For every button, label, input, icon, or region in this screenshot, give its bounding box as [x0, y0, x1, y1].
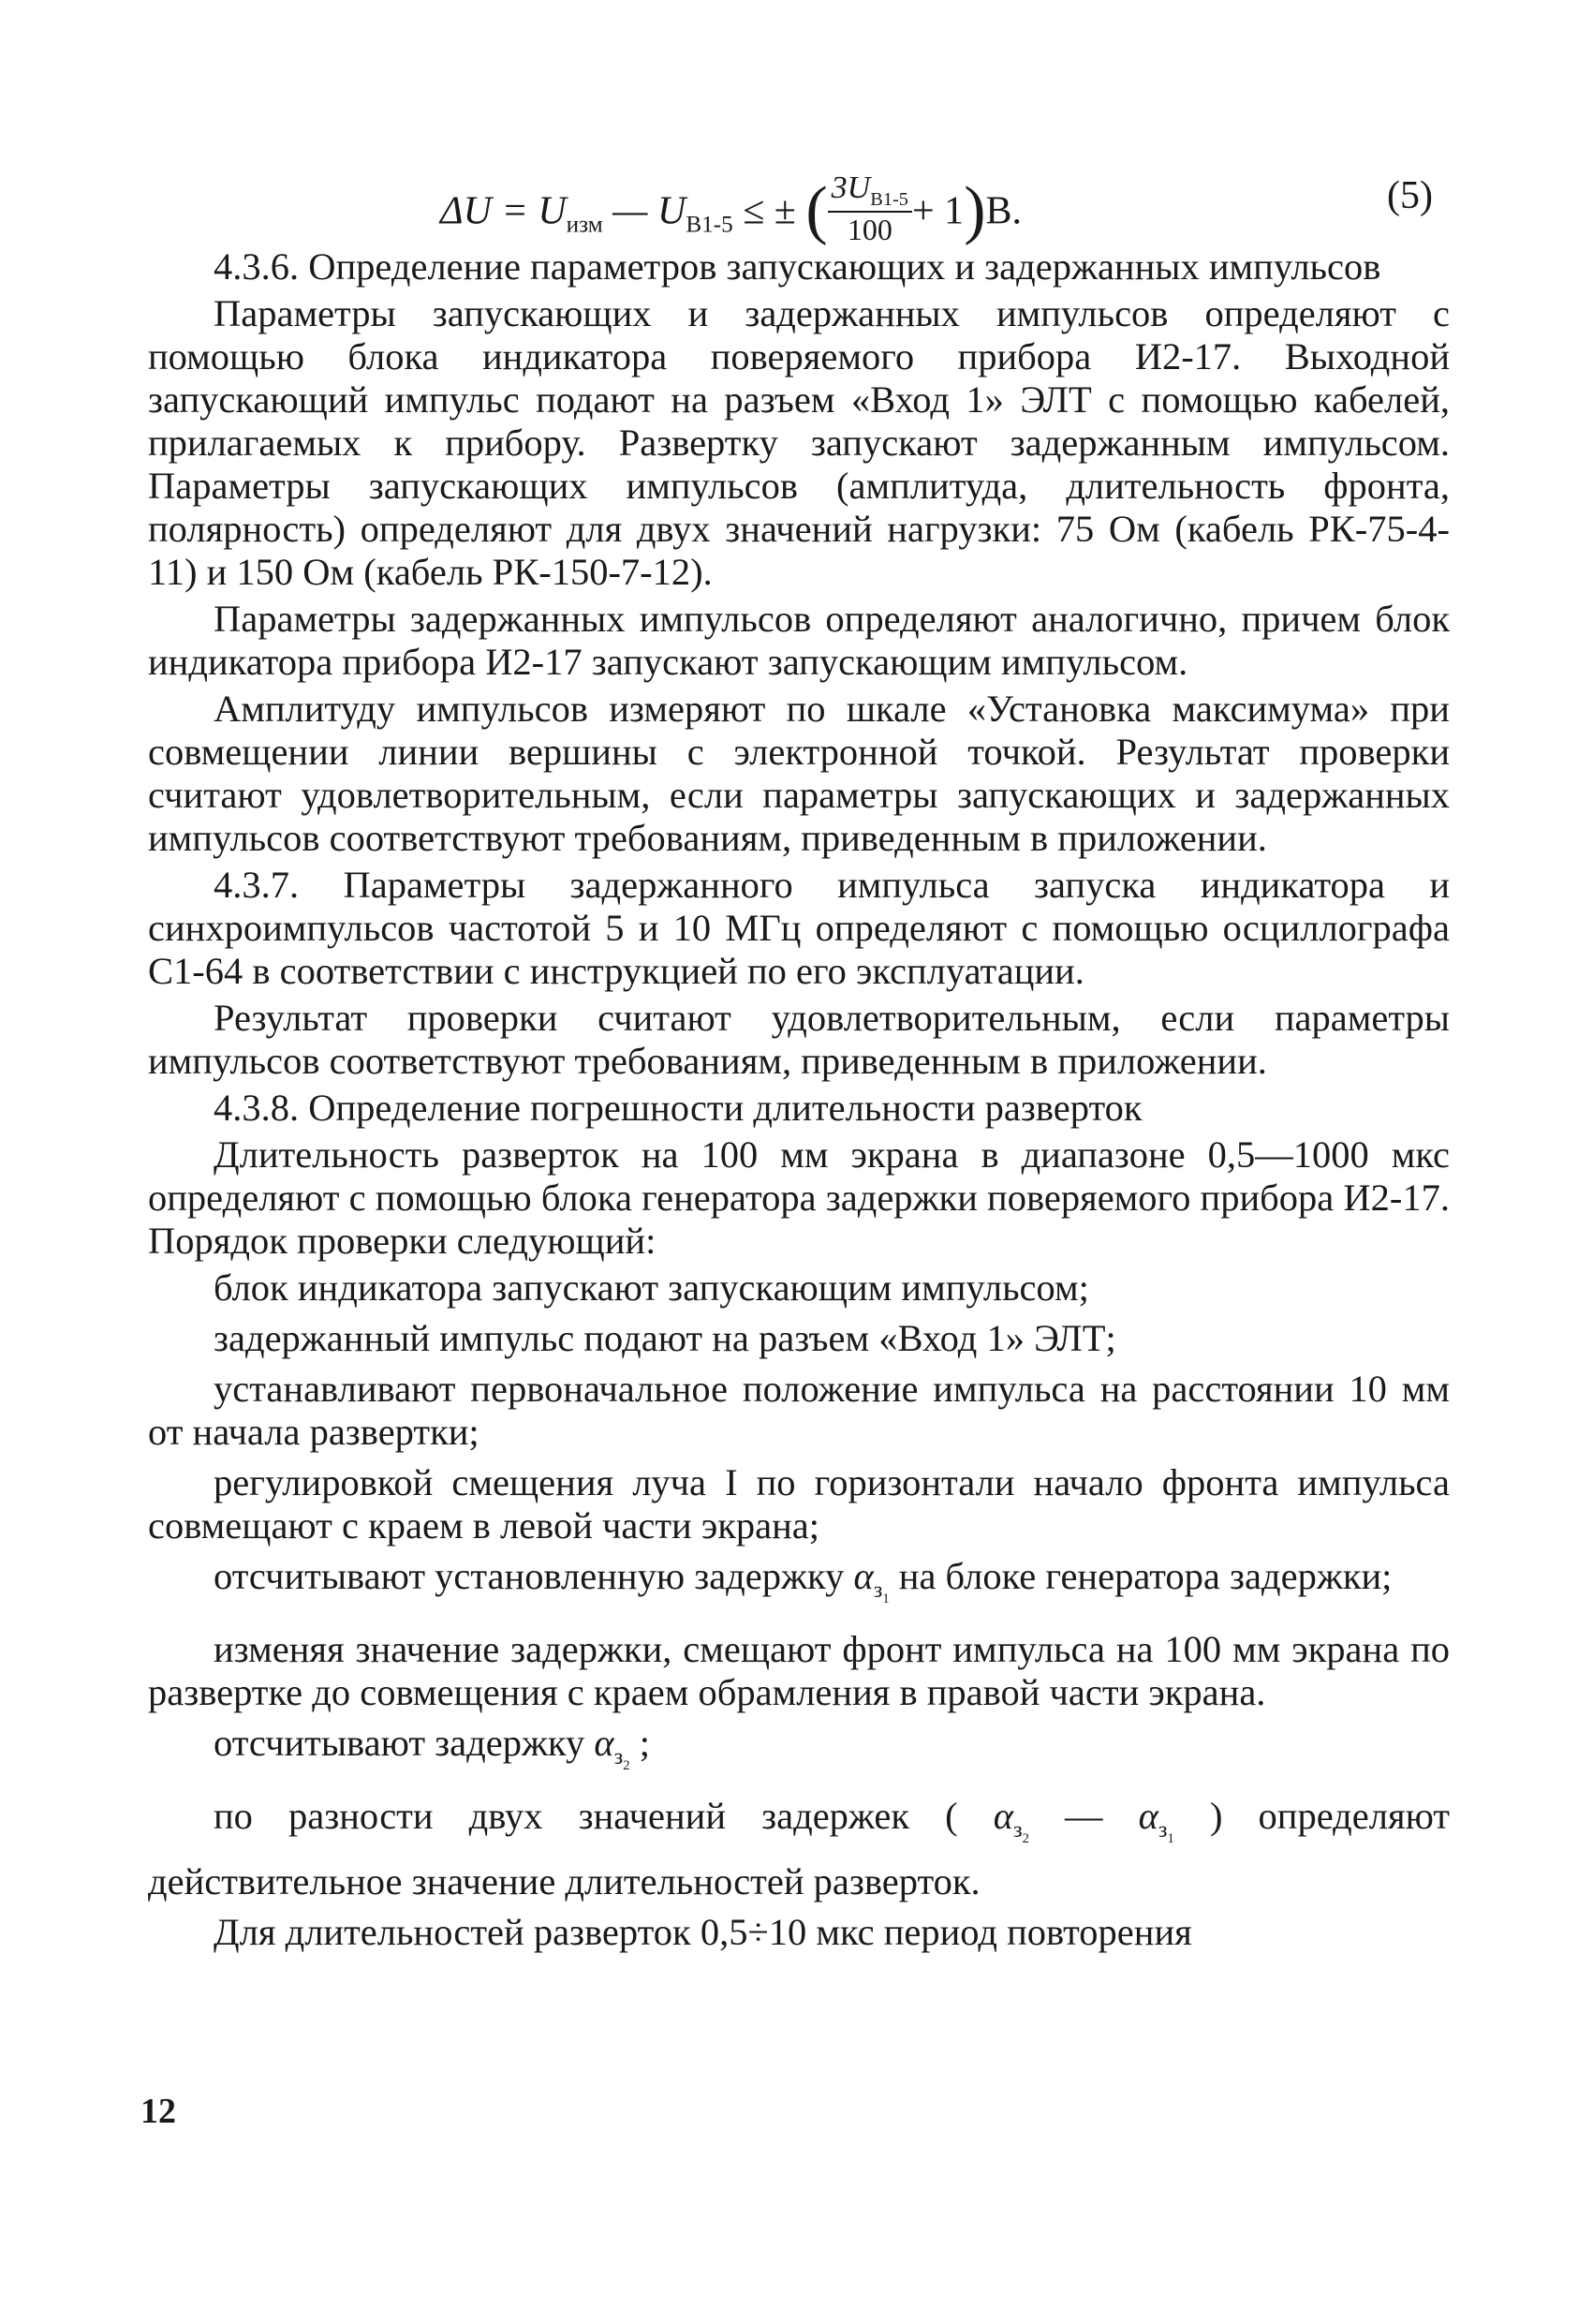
formula-minus: — U	[602, 189, 686, 233]
formula-expression	[440, 170, 1023, 250]
formula-num-sub: B1-5	[870, 188, 908, 210]
alpha-subscript: з	[1158, 1817, 1168, 1843]
paragraph: Результат проверки считают удовлетворительным, если параметры импульсов соответствуют требованиям, приведенным в приложении.	[148, 997, 1450, 1082]
procedure-step: блок индикатора запускают запускающим импульсом;	[214, 1266, 1089, 1309]
alpha-symbol: α	[1138, 1794, 1158, 1837]
alpha-subscript: з	[613, 1744, 624, 1770]
step-text: по разности двух значений задержек (	[214, 1794, 994, 1837]
alpha-subsubscript: 1	[1167, 1830, 1174, 1846]
formula-close-paren: )	[964, 173, 986, 246]
step-text: ;	[629, 1721, 650, 1764]
paragraph: Амплитуду импульсов измеряют по шкале «Установка максимума» при совмещении линии вершины с электронной точкой. Результат проверки считают удовлетворительным, если параметры запускающих и задержанных импульсов соответствуют требованиям, приведенным в приложении.	[148, 688, 1450, 859]
formula-unit: B.	[985, 189, 1023, 233]
alpha-symbol: α	[594, 1721, 614, 1764]
alpha-subsubscript: 2	[623, 1757, 630, 1773]
procedure-step-difference	[148, 1795, 1450, 1903]
body-text	[148, 245, 1450, 1958]
paragraph: Параметры задержанных импульсов определяют аналогично, причем блок индикатора прибора И2-17 запускают запускающим импульсом.	[148, 598, 1450, 683]
alpha-subscript: з	[1013, 1817, 1023, 1843]
formula-num-text: 3U	[831, 170, 871, 205]
paragraph-4-3-7: 4.3.7. Параметры задержанного импульса запуска индикатора и синхроимпульсов частотой 5 и 10 МГц определяют с помощью осциллографа С1-64 в соответствии с инструкцией по его эксплуатации.	[148, 864, 1450, 992]
step-text: на блоке генератора задержки;	[889, 1555, 1393, 1597]
formula-fraction-denominator: 100	[847, 213, 892, 247]
formula-lhs: ΔU = U	[440, 189, 567, 233]
alpha-subsubscript: 2	[1022, 1830, 1029, 1846]
formula-minus-sub: B1-5	[686, 212, 733, 238]
minus-sign: —	[1028, 1794, 1139, 1837]
alpha-subsubscript: 1	[882, 1591, 890, 1606]
formula-number: (5)	[1387, 174, 1433, 217]
paragraph: Длительность разверток на 100 мм экрана в диапазоне 0,5—1000 мкс определяют с помощью блока генератора задержки поверяемого прибора И2-17. Порядок проверки следующий:	[148, 1133, 1450, 1262]
procedure-step: задержанный импульс подают на разъем «Вход 1» ЭЛТ;	[214, 1317, 1116, 1359]
formula-leq: ≤ ±	[732, 189, 806, 233]
alpha-symbol: α	[993, 1794, 1014, 1837]
formula-open-paren: (	[805, 173, 828, 246]
procedure-step-alpha-2	[148, 1722, 1450, 1787]
alpha-symbol: α	[853, 1555, 874, 1597]
procedure-step: устанавливают первоначальное положение импульса на расстоянии 10 мм от начала развертки;	[148, 1368, 1450, 1453]
paragraph: Для длительностей разверток 0,5÷10 мкс период повторения	[214, 1910, 1192, 1953]
alpha-subscript: з	[873, 1577, 883, 1604]
paragraph: Параметры запускающих и задержанных импульсов определяют с помощью блока индикатора поверяемого прибора И2-17. Выходной запускающий импульс подают на разъем «Вход 1» ЭЛТ с помощью кабелей, прилагаемых к прибору. Развертку запускают задержанным импульсом. Параметры запускающих импульсов (амплитуда, длительность фронта, полярность) определяют для двух значений нагрузки: 75 Ом (кабель РК-75-4-11) и 150 Ом (кабель РК-150-7-12).	[148, 292, 1450, 593]
formula-plus-one: + 1	[912, 189, 965, 233]
formula-fraction-numerator	[828, 172, 912, 213]
formula-fraction	[828, 170, 912, 247]
step-text: отсчитывают задержку	[214, 1721, 595, 1764]
step-text: ) определяют действительное значение длительностей разверток.	[148, 1794, 1451, 1902]
procedure-step: регулировкой смещения луча I по горизонтали начало фронта импульса совмещают с краем в левой части экрана;	[148, 1461, 1450, 1547]
formula-lhs-sub: изм	[566, 212, 603, 238]
step-text: отсчитывают установленную задержку	[214, 1555, 854, 1597]
procedure-step-alpha-1	[148, 1555, 1450, 1621]
page-number: 12	[140, 2092, 176, 2131]
section-heading-4-3-6: 4.3.6. Определение параметров запускающих и задержанных импульсов	[214, 245, 1381, 288]
section-heading-4-3-8: 4.3.8. Определение погрешности длительности разверток	[214, 1087, 1143, 1129]
procedure-step: изменяя значение задержки, смещают фронт импульса на 100 мм экрана по развертке до совмещения с краем обрамления в правой части экрана.	[148, 1627, 1450, 1713]
